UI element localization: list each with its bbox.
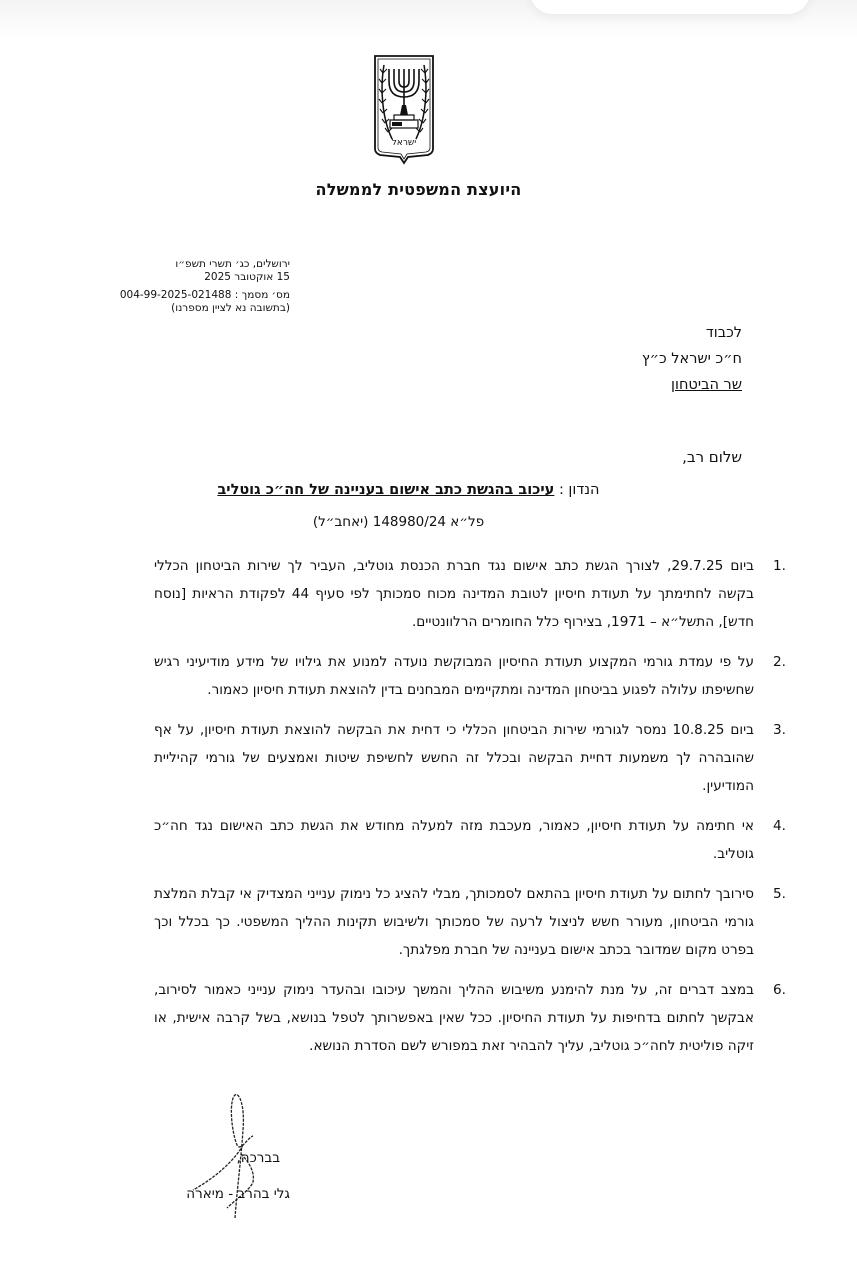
recipient-block [642, 320, 742, 398]
item-text: אי חתימה על תעודת חיסיון, כאמור, מעכבת מזה למעלה מחודש את הגשת כתב האישום נגד חה״כ גוטליב. [154, 818, 754, 862]
case-reference: פל״א 148980/24 (יאחב״ל) [312, 514, 485, 530]
item-text: ביום 10.8.25 נמסר לגורמי שירות הביטחון הכללי כי דחית את הבקשה להוצאת תעודת חיסיון, על אף שהובהרה לך משמעות דחיית הבקשה ובכלל זה החשש לחשיפת שיטות ואמצעים של גורמי קהיליית המודיעין. [154, 722, 754, 794]
closing-text: בברכה, [236, 1150, 280, 1166]
item-number: .4 [773, 818, 786, 834]
item-number: .3 [773, 722, 786, 738]
recipient-salutation: לכבוד [705, 325, 742, 341]
date-hebrew: ירושלים, כג׳ תשרי תשפ״ו [175, 258, 290, 270]
recipient-name: ח״כ ישראל כ״ץ [641, 351, 742, 367]
document-meta [100, 258, 290, 315]
organization-title: היועצת המשפטית לממשלה [315, 180, 522, 199]
subject-text: עיכוב בהגשת כתב אישום בעניינה של חה״כ גוטליב [217, 482, 555, 498]
reference-label: מס׳ מסמך : [234, 289, 290, 301]
letter-body-list [154, 552, 786, 1072]
signatory-name: גלי בהרב - מיארה [186, 1186, 290, 1202]
item-text: ביום 29.7.25, לצורך הגשת כתב אישום נגד חברת הכנסת גוטליב, העביר לך שירות הביטחון הכללי בקשה לחתימתך על תעודת חיסיון לטובת המדינה מכוח סמכותך לפי סעיף 44 לפקודת הראיות [נוסח חדש], התשל״א – 1971, בצירוף כלל החומרים הרלוונטיים. [154, 558, 754, 630]
list-item [154, 880, 786, 964]
subject-label: הנדון : [558, 482, 600, 498]
item-number: .2 [773, 654, 786, 670]
closing-block [170, 1140, 290, 1212]
list-item [154, 552, 786, 636]
item-number: .5 [773, 886, 786, 902]
emblem-caption: ישראל [391, 138, 417, 148]
item-number: .1 [773, 558, 786, 574]
state-emblem-icon [372, 53, 436, 165]
overlay-pill [530, 0, 810, 14]
item-text: על פי עמדת גורמי המקצוע תעודת החיסיון המבוקשת נועדה למנוע את גילויו של מידע מודיעיני רגיש שחשיפתו עלולה לפגוע בביטחון המדינה ומתקיימים המבחנים בדין להוצאת תעודת חיסיון כאמור. [154, 654, 754, 698]
screenshot-top-bar [0, 0, 857, 40]
reference-line [100, 289, 290, 302]
list-item [154, 716, 786, 800]
recipient-title: שר הביטחון [671, 377, 742, 393]
reference-number: 004-99-2025-021488 [119, 289, 232, 301]
greeting: שלום רב, [682, 448, 742, 466]
list-item [154, 648, 786, 704]
date-gregorian: 15 אוקטובר 2025 [204, 271, 290, 283]
subject-line [0, 482, 857, 498]
reply-note: (בתשובה נא לציין מספרנו) [171, 302, 290, 314]
item-text: סירובך לחתום על תעודת חיסיון בהתאם לסמכותך, מבלי להציג כל נימוק ענייני המצדיק אי קבלת המלצת גורמי הביטחון, מעורר חשש לניצול לרעה של סמכותך ולשיבוש תקינות ההליך המשפטי. כך בכלל וכך בפרט מקום שמדובר בכתב אישום בעניינה של חברת מפלגתך. [154, 886, 754, 958]
list-item [154, 976, 786, 1060]
list-item [154, 812, 786, 868]
item-text: במצב דברים זה, על מנת להימנע משיבוש ההליך והמשך עיכובו ובהעדר נימוק ענייני כאמור לסירוב, אבקשך לחתום בדחיפות על תעודת החיסיון. ככל שאין באפשרותך לטפל בנושא, בשל קרבה אישית, או זיקה פוליטית לחה״כ גוטליב, עליך להבהיר זאת במפורש לשם הסדרת הנושא. [154, 982, 754, 1054]
item-number: .6 [773, 982, 786, 998]
